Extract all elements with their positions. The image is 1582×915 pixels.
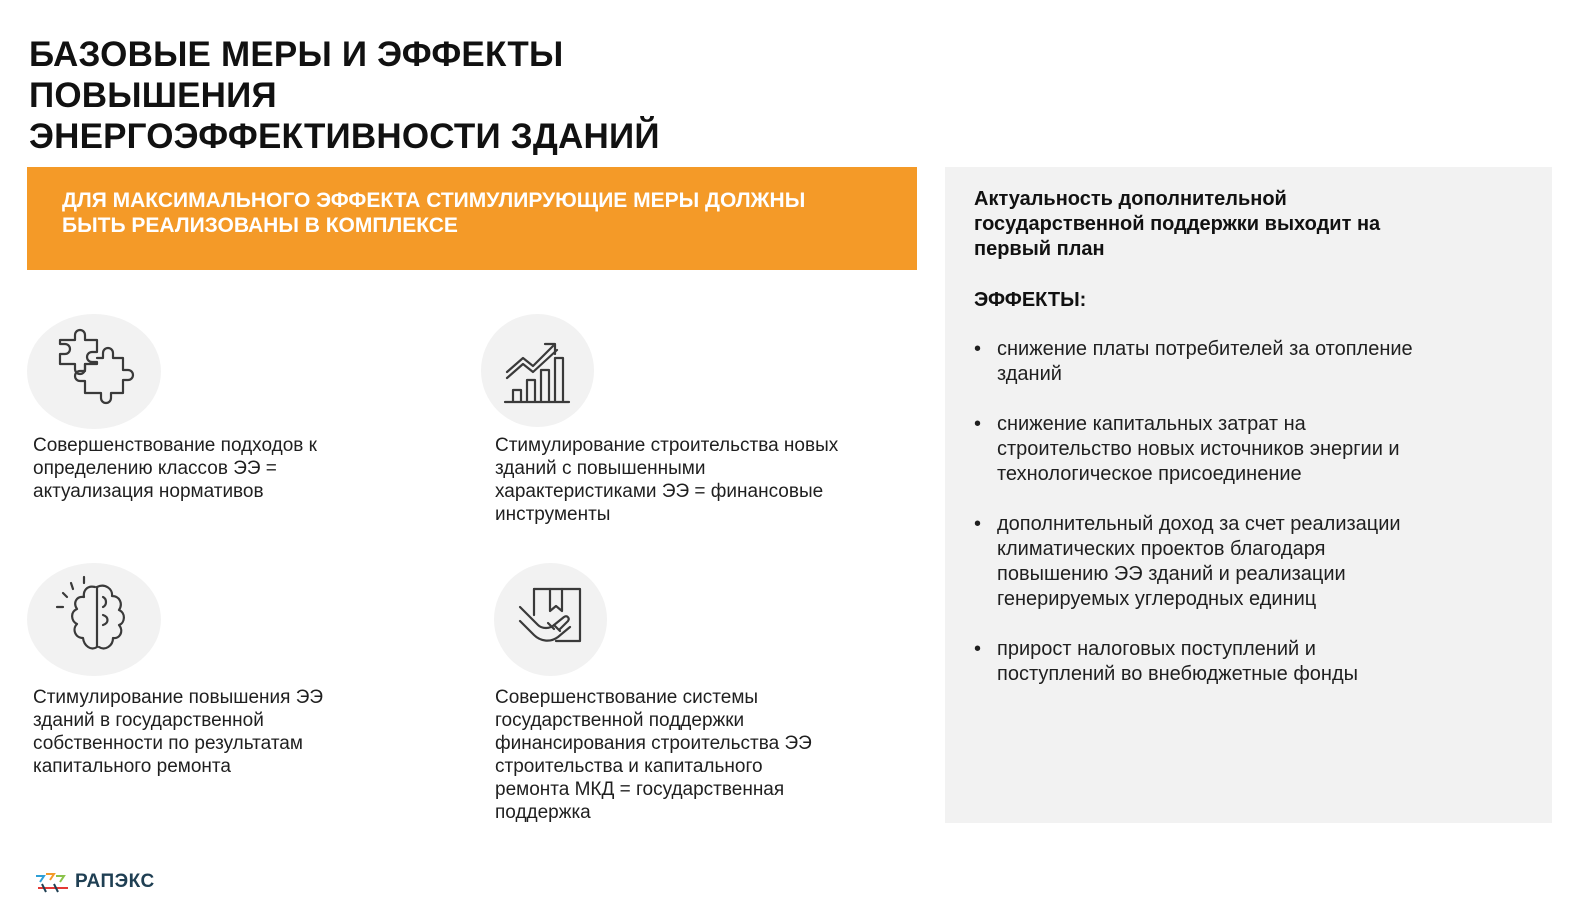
- measure-line: актуализация нормативов: [33, 481, 264, 502]
- page-title: [29, 34, 789, 157]
- effect-item: [974, 512, 1544, 612]
- measure-line: зданий в государственной: [33, 710, 264, 731]
- puzzle-icon: [27, 314, 161, 429]
- measure-text: [495, 434, 838, 526]
- growth-chart-icon: [481, 314, 594, 427]
- effect-line: зданий: [997, 363, 1062, 385]
- panel-heading: [974, 187, 1534, 262]
- measure-line: Совершенствование системы: [495, 687, 759, 708]
- effect-line: • прирост налоговых поступлений и: [997, 638, 1316, 660]
- panel-heading-line: Актуальность дополнительной: [974, 188, 1287, 210]
- measure-line: собственности по результатам: [33, 733, 303, 754]
- brain-icon: [27, 563, 161, 676]
- title-line: БАЗОВЫЕ МЕРЫ И ЭФФЕКТЫ: [29, 35, 564, 74]
- measure-text: [33, 434, 317, 503]
- measure-line: определению классов ЭЭ =: [33, 458, 277, 479]
- effect-line: • дополнительный доход за счет реализации: [997, 513, 1401, 535]
- effect-line: строительство новых источников энергии и: [997, 438, 1400, 460]
- effect-line: генерируемых углеродных единиц: [997, 588, 1317, 610]
- title-line: ЭНЕРГОЭФФЕКТИВНОСТИ ЗДАНИЙ: [29, 117, 660, 156]
- measure-line: поддержка: [495, 802, 591, 823]
- banner-line: БЫТЬ РЕАЛИЗОВАНЫ В КОМПЛЕКСЕ: [62, 214, 458, 237]
- measure-line: характеристиками ЭЭ = финансовые: [495, 481, 824, 502]
- measure-line: ремонта МКД = государственная: [495, 779, 785, 800]
- title-line: ПОВЫШЕНИЯ: [29, 76, 277, 115]
- measure-line: зданий с повышенными: [495, 458, 706, 479]
- effect-item: [974, 337, 1544, 387]
- banner-text: [62, 188, 902, 238]
- effect-line: повышению ЭЭ зданий и реализации: [997, 563, 1346, 585]
- measure-line: инструменты: [495, 504, 611, 525]
- effect-line: технологическое присоединение: [997, 463, 1302, 485]
- measure-text: [495, 686, 812, 824]
- key-message-banner: [27, 167, 917, 270]
- effect-line: • снижение платы потребителей за отопление: [997, 338, 1413, 360]
- measure-text: [33, 686, 323, 778]
- hand-document-icon: [494, 563, 607, 676]
- logo-mark-icon: [34, 870, 70, 894]
- effect-line: климатических проектов благодаря: [997, 538, 1326, 560]
- effect-item: [974, 412, 1544, 487]
- panel-heading-line: первый план: [974, 238, 1105, 260]
- effect-line: поступлений во внебюджетные фонды: [997, 663, 1359, 685]
- effects-panel: [945, 167, 1552, 823]
- effect-line: • снижение капитальных затрат на: [997, 413, 1306, 435]
- effect-item: [974, 637, 1544, 687]
- effects-title: ЭФФЕКТЫ:: [974, 289, 1087, 311]
- measure-line: Совершенствование подходов к: [33, 435, 317, 456]
- panel-heading-line: государственной поддержки выходит на: [974, 213, 1381, 235]
- measure-line: строительства и капитального: [495, 756, 763, 777]
- measure-line: капитального ремонта: [33, 756, 231, 777]
- measure-line: Стимулирование строительства новых: [495, 435, 839, 456]
- logo-text: РАПЭКС: [75, 871, 155, 892]
- banner-line: ДЛЯ МАКСИМАЛЬНОГО ЭФФЕКТА СТИМУЛИРУЮЩИЕ МЕРЫ ДОЛЖНЫ: [62, 189, 806, 212]
- measure-line: финансирования строительства ЭЭ: [495, 733, 812, 754]
- measure-line: Стимулирование повышения ЭЭ: [33, 687, 324, 708]
- effects-list: [974, 337, 1544, 687]
- measure-line: государственной поддержки: [495, 710, 745, 731]
